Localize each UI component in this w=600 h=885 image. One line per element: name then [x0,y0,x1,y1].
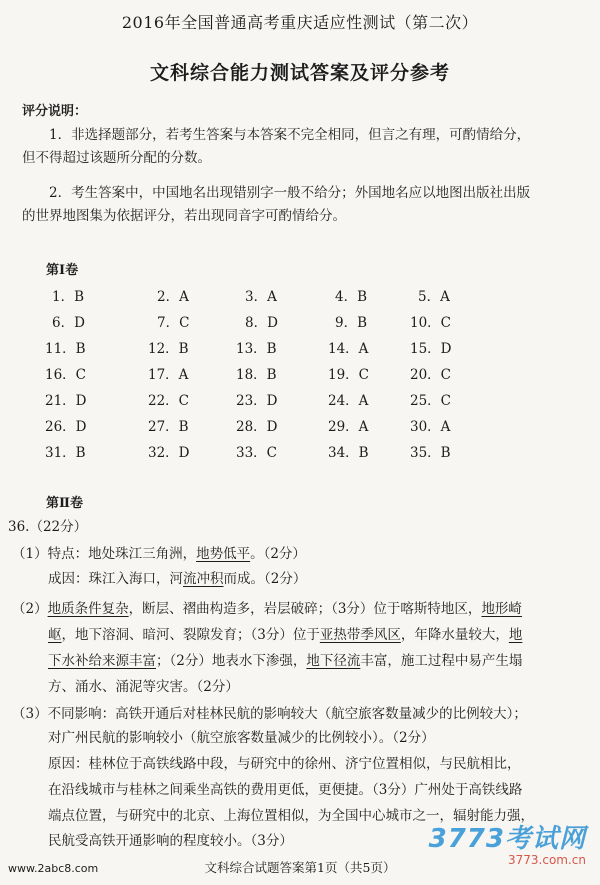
text-span: ，地下溶洞、暗河、裂隙发育；（3分）位于 [61,627,320,643]
scoring-note-2 [22,182,582,228]
answer-item: 4．B [335,289,368,305]
page-footer: 文科综合试题答案第1页（共5页） [204,860,396,875]
answer-1-line1 [12,542,306,562]
answer-item: 20．C [410,367,452,383]
answer-item: 12．B [148,341,189,357]
exam-title: 2016年全国普通高考重庆适应性测试（第二次） [121,13,479,32]
answer-item: 3．A [245,289,277,305]
answer-item: 35．B [410,445,451,461]
answer-item: 9．B [335,315,368,331]
answer-item: 27．B [148,419,189,435]
scoring-note-2-line2: 的世界地图集为依据评分，若出现同音字可酌情给分。 [22,208,346,224]
answer-item: 28．D [236,419,278,435]
answer-3-line4: 在沿线城市与桂林之间乘坐高铁的费用更低，更便捷。（3分）广州处于高铁线路 [48,782,523,798]
answer-item: 30．A [410,419,451,435]
answer-row [40,337,560,363]
watermark-url: 3773.com.cn [508,853,586,867]
answer-row [40,415,560,441]
answer-1-line2 [48,567,306,587]
answer-item: 21．D [45,393,87,409]
answer-row [40,441,560,467]
part1-heading: 第Ⅰ卷 [46,263,79,278]
answer-item: 32．D [148,445,190,461]
answer-row [40,311,560,337]
site-url-left: www.2abc8.com [8,862,99,875]
answer-item: 10．C [410,315,452,331]
answer-item: 19．C [328,367,370,383]
answer-2-line3 [48,649,522,669]
text-span: 。（2分） [250,546,306,562]
text-span: ；（2分）地表水下渗强， [156,653,307,669]
answer-item: 1．B [52,289,85,305]
answer-item: 8．D [245,315,278,331]
answer-3-line5: 端点位置，与研究中的北京、上海位置相似，为全国中心城市之一，辐射能力强， [48,808,534,824]
answer-item: 14．A [328,341,369,357]
watermark-logo-text: 3773考试网 [428,824,586,854]
underlined-span: 地形崎 [481,601,522,617]
part2-heading: 第Ⅱ卷 [46,496,83,511]
site-watermark [429,818,586,867]
answer-2-line4: 方、涌水、涌泥等灾害。（2分） [48,679,239,695]
text-span: 丰富，施工过程中易产生塌 [360,653,523,669]
text-span: ，年降水量较大， [400,627,509,643]
text-span: 而成。（2分） [223,571,307,587]
answer-row [40,389,560,415]
answer-3-line2: 对广州民航的影响较小（航空旅客数量减少的比例较小）。（2分） [48,730,435,746]
answer-row [40,285,560,311]
answer-grid [40,285,560,467]
answer-item: 17．A [148,367,189,383]
text-span: ，断层、褶曲构造多，岩层破碎；（3分）位于喀斯特地区， [128,601,482,617]
answer-item: 23．D [236,393,278,409]
answer-item: 6．D [52,315,85,331]
document-subtitle: 文科综合能力测试答案及评分参考 [149,62,450,84]
answer-2-line2 [48,623,522,643]
underlined-span: 亚热带季风区 [319,627,401,643]
answer-item: 24．A [328,393,369,409]
underlined-span: 岖 [48,627,62,643]
underlined-span: 地势低平 [196,546,251,562]
answer-item: 34．B [328,445,369,461]
answer-item: 2．A [157,289,189,305]
underlined-span: 地下径流 [306,653,361,669]
answer-3-line3: 原因：桂林位于高铁线路中段，与研究中的徐州、济宁位置相似，与民航相比， [48,756,521,772]
text-span: （1）特点：地处珠江三角洲， [12,546,197,562]
answer-item: 33．C [236,445,278,461]
text-span: 成因：珠江入海口，河 [48,571,183,587]
scoring-note-1-line1: 1．非选择题部分，若考生答案与本答案不完全相同，但言之有理，可酌情给分， [49,127,531,143]
answer-item: 26．D [45,419,87,435]
scoring-note-2-line1: 2．考生答案中，中国地名出现错别字一般不给分；外国地名应以地图出版社出版 [49,185,531,201]
scoring-note-1 [22,124,582,170]
underlined-span: 地质条件复杂 [47,601,129,617]
answer-3-line6: 民航受高铁开通影响的程度较小。（3分） [48,833,293,849]
answer-item: 18．B [236,367,277,383]
answer-item: 5．A [418,289,450,305]
answer-item: 7．C [157,315,190,331]
underlined-span: 下水补给来源丰富 [48,653,156,669]
answer-item: 15．D [410,341,452,357]
underlined-span: 地 [508,627,523,643]
answer-3-line1: （3）不同影响：高铁开通后对桂林民航的影响较大（航空旅客数量减少的比例较大）； [12,706,527,722]
answer-item: 25．C [410,393,452,409]
answer-2-line1 [12,597,522,617]
scoring-notes-heading: 评分说明： [22,104,88,119]
answer-item: 31．B [45,445,86,461]
answer-item: 22．C [148,393,190,409]
scoring-note-1-line2: 但不得超过该题所分配的分数。 [22,150,211,166]
answer-item: 13．B [236,341,277,357]
answer-item: 11．B [45,341,86,357]
text-span: （2） [12,601,48,617]
answer-item: 29．A [328,419,369,435]
question-36-heading: 36.（22分） [8,519,88,535]
answer-row [40,363,560,389]
answer-item: 16．C [45,367,87,383]
underlined-span: 流冲积 [183,571,224,587]
